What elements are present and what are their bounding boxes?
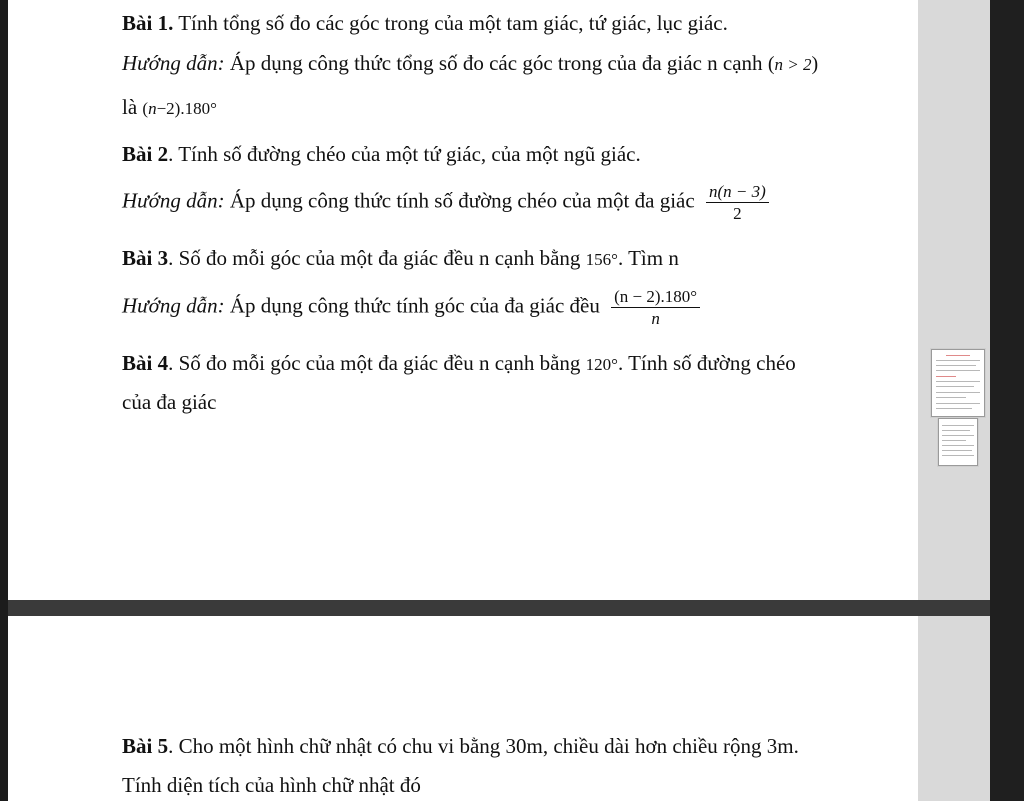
hint-2-label: Hướng dẫn: xyxy=(122,188,225,213)
exercise-4-end: . Tính số đường chéo xyxy=(617,351,796,375)
exercise-1-label: Bài 1. xyxy=(122,11,174,35)
thumbnail-panel xyxy=(918,0,990,603)
hint-1-cont-prefix: là xyxy=(122,95,143,119)
exercise-1-text: Tính tổng số đo các góc trong của một tam giác, tứ giác, lục giác. xyxy=(173,11,728,35)
exercise-5 xyxy=(122,733,799,759)
exercise-4-cont xyxy=(122,389,216,415)
hint-1: Hướng dẫn: Áp dụng công thức tổng số đo các góc trong của đa giác n cạnh (n > 2) xyxy=(122,51,819,75)
hint-2-text: Áp dụng công thức tính số đường chéo của một đa giác xyxy=(224,188,700,213)
hint-2-fraction: $\frac{n(n - 3)}{2}$ xyxy=(706,181,769,224)
hint-3-text: Áp dụng công thức tính góc của đa giác đều xyxy=(224,293,606,318)
exercise-4-cont-text: của đa giác xyxy=(122,390,217,414)
exercise-3-angle: 156° xyxy=(585,250,618,269)
exercise-5-cont xyxy=(122,772,421,798)
exercise-2-label: Bài 2 xyxy=(122,142,169,166)
exercise-3 xyxy=(122,245,679,273)
exercise-1 xyxy=(122,10,728,36)
viewer-right-edge xyxy=(990,0,1024,801)
exercise-2-text: . Tính số đường chéo của một tứ giác, của một ngũ giác. xyxy=(168,142,641,166)
page-thumbnail-2[interactable] xyxy=(938,418,978,466)
hint-3 xyxy=(122,286,700,329)
exercise-5-label: Bài 5 xyxy=(122,734,169,758)
exercise-5-text: . Cho một hình chữ nhật có chu vi bằng 30m, chiều dài hơn chiều rộng 3m. xyxy=(168,734,799,758)
exercise-4 xyxy=(122,350,796,378)
hint-1-label: Hướng dẫn: xyxy=(122,51,225,75)
exercise-4-label: Bài 4 xyxy=(122,351,169,375)
exercise-3-end: . Tìm n xyxy=(617,246,679,270)
hint-1-formula: (n−2).180° xyxy=(142,99,217,118)
page-thumbnail-1[interactable] xyxy=(931,349,985,417)
hint-1-cont xyxy=(122,94,217,122)
exercise-3-label: Bài 3 xyxy=(122,246,169,270)
thumbnail-panel-lower xyxy=(918,616,990,801)
hint-1-condition: n > 2 xyxy=(774,55,812,74)
exercise-4-text: . Số đo mỗi góc của một đa giác đều n cạnh bằng xyxy=(168,351,586,375)
exercise-2 xyxy=(122,141,641,167)
exercise-4-angle: 120° xyxy=(585,355,618,374)
page-gap xyxy=(8,600,990,616)
hint-3-fraction: $\frac{(n - 2).180^\circ}{n}$ xyxy=(611,286,700,329)
exercise-5-cont-text: Tính diện tích của hình chữ nhật đó xyxy=(122,773,421,797)
exercise-3-text: . Số đo mỗi góc của một đa giác đều n cạnh bằng xyxy=(168,246,586,270)
viewer-left-edge xyxy=(0,0,8,801)
hint-3-label: Hướng dẫn: xyxy=(122,293,225,318)
hint-1-text: Áp dụng công thức tổng số đo các góc trong của đa giác n cạnh xyxy=(224,51,768,75)
hint-2 xyxy=(122,181,769,224)
